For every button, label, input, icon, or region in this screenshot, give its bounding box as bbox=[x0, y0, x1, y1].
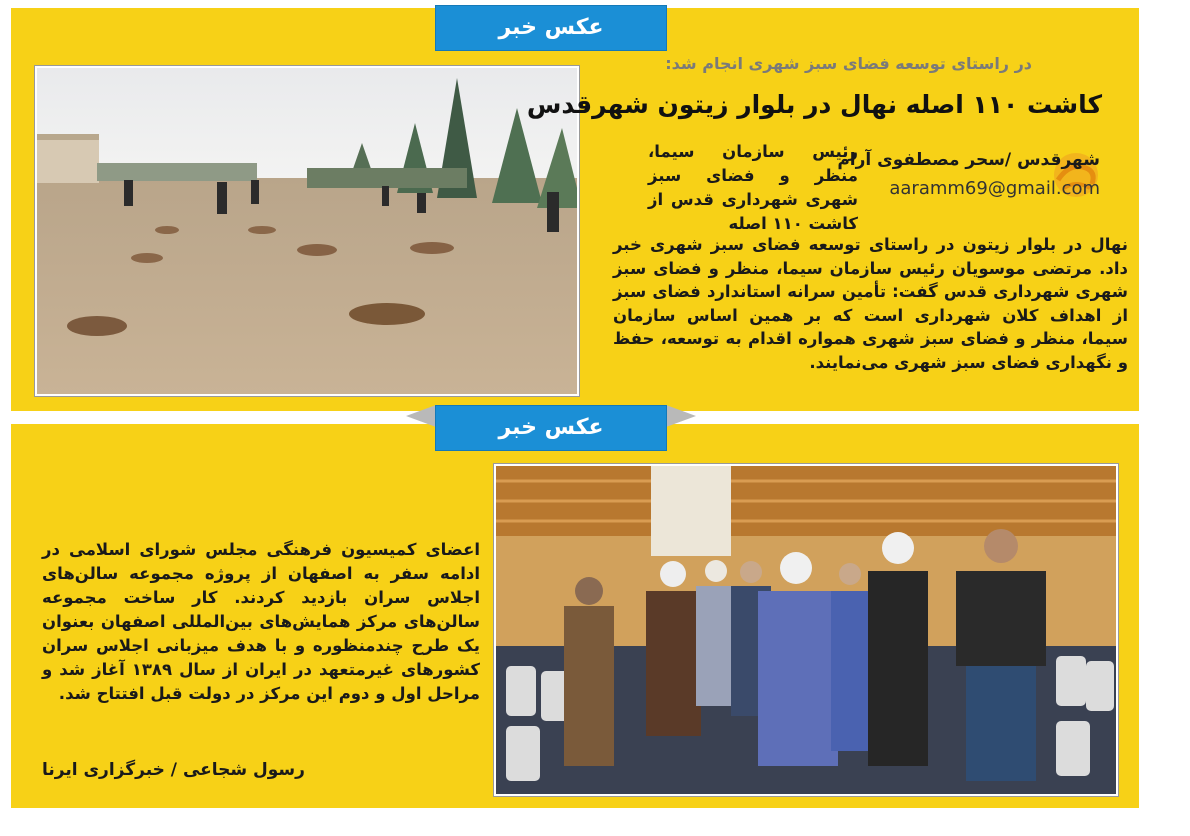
photo-news-tab-top: عکس خبر bbox=[436, 6, 666, 50]
byline: شهرقدس /سحر مصطفوی آرام bbox=[837, 150, 1100, 170]
top-body-text: نهال در بلوار زیتون در راستای توسعه فضای سبز شهری خبر داد. مرتضی موسویان رئیس سازمان سیما، منظر و فضای سبز شهری شهرداری قدس گفت: تأمین سرانه استاندارد فضای سبز از اهداف کلان شهرداری است که بر همین اساس سازمان سیما، منظر و فضای سبز شهری همواره اقدام به توسعه، حفظ و نگهداری فضای سبز شهری می‌نمایند. bbox=[613, 235, 1128, 372]
photo-news-tab-bottom: عکس خبر bbox=[436, 406, 666, 450]
author-email: aaramm69@gmail.com bbox=[889, 178, 1100, 199]
photo-credit: رسول شجاعی / خبرگزاری ایرنا bbox=[42, 760, 305, 780]
headline: کاشت ۱۱۰ اصله نهال در بلوار زیتون شهرقدس bbox=[526, 90, 1102, 119]
delegation-visit-photo bbox=[494, 464, 1118, 796]
tab-wing-left bbox=[406, 405, 436, 427]
bottom-body-text: اعضای کمیسیون فرهنگی مجلس شورای اسلامی در ادامه سفر به اصفهان از پروژه مجموعه سالن‌های اجلاس سران بازدید کردند. کار ساخت مجموعه سالن‌های مرکز همایش‌های بین‌المللی اصفهان بعنوان یک طرح چندمنظوره و با هدف میزبانی اجلاس سران کشورهای غیرمتعهد در ایران از سال ۱۳۸۹ آغاز شد و مراحل اول و دوم این مرکز در دولت قبل افتتاح شد. bbox=[42, 540, 480, 703]
tab-wing-right bbox=[666, 405, 696, 427]
lead-column-text: رئیس سازمان سیما، منظر و فضای سبز شهری شهرداری قدس از کاشت ۱۱۰ اصله bbox=[648, 142, 858, 233]
kicker-line: در راستای توسعه فضای سبز شهری انجام شد: bbox=[665, 54, 1032, 73]
tree-planting-photo bbox=[35, 66, 579, 396]
